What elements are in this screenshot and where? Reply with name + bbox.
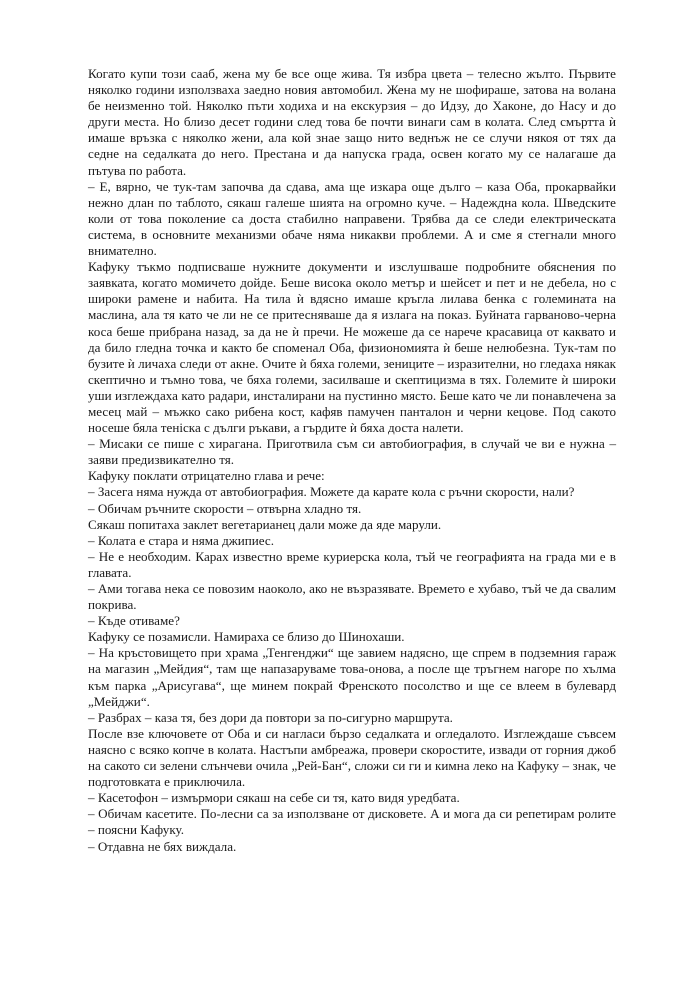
paragraph-2: – Е, вярно, че тук-там започва да сдава, ама ще изкара още дълго – каза Оба, прокарвайки нежно длан по таблото, сякаш галеше шията на огромно куче. – Надеждна кола. Шведските коли от това поколение са доста стабилно направени. Трябва да се следи електрическата система, в основните механизми обаче няма никакви проблеми. А и сме я стегнали много внимателно. [88,178,616,259]
paragraph-8: Сякаш попитаха заклет вегетарианец дали може да яде марули. [88,516,442,532]
paragraph-12: – Къде отиваме? [88,613,180,629]
paragraph-10: – Не е необходим. Карах известно време куриерска кола, тъй че географията на града ми е в главата. [88,548,616,580]
paragraph-15: – Разбрах – каза тя, без дори да повтори за по-сигурно маршрута. [88,709,453,725]
paragraph-18: – Обичам касетите. По-лесни са за използване от дисковете. А и мога да си репетирам ролите – поясни Кафуку. [88,806,616,838]
paragraph-6: – Засега няма нужда от автобиография. Можете да карате кола с ръчни скорости, нали? [88,484,575,500]
paragraph-1: Когато купи този сааб, жена му бе все още жива. Тя избра цвета – телесно жълто. Първите няколко години използваха заедно новия автомобил. Жена му не шофираше, затова на волана бе неизменно той. Няколко пъти ходиха и на екскурзия – до Идзу, до Хаконе, до Насу и до други места. Но близо десет години след това бе почти винаги сам в колата. След смъртта ѝ имаше връзка с няколко жени, ала кой знае защо нито веднъж не се случи някоя от тях да седне на седалката до него. Престана и да напуска града, освен когато му се налагаше да пътува по работа. [88,66,616,178]
paragraph-19: – Отдавна не бях виждала. [88,838,237,854]
paragraph-13: Кафуку се позамисли. Намираха се близо до Шинохаши. [88,629,405,645]
document-page [88,66,616,855]
paragraph-11: – Ами тогава нека се повозим наоколо, ако не възразявате. Времето е хубаво, тъй че да свалим покрива. [88,581,616,613]
paragraph-5: Кафуку поклати отрицателно глава и рече: [88,468,325,484]
paragraph-17: – Касетофон – измърмори сякаш на себе си тя, като видя уредбата. [88,790,460,806]
paragraph-9: – Колата е стара и няма джипиес. [88,532,275,548]
paragraph-4: – Мисаки се пише с хирагана. Приготвила съм си автобиография, в случай че ви е нужна – заяви предизвикателно тя. [88,436,616,468]
paragraph-3: Кафуку тъкмо подписваше нужните документи и изслушваше подробните обяснения по заявката, когато момичето дойде. Беше висока около метър и шейсет и пет и не дебела, но с широки рамене и набита. На тила ѝ вдясно имаше кръгла лилава бенка с големината на маслина, ала тя като че ли не се притесняваше да я излага на показ. Буйната гарваново-черна коса беше прибрана назад, за да не ѝ пречи. Не можеше да се нарече красавица от каквато и да било гледна точка и както бе споменал Оба, физиономията ѝ беше нелюбезна. Тук-там по бузите ѝ личаха следи от акне. Очите ѝ бяха големи, зениците – изразителни, но гледаха някак скептично и тъмно това, че бяха големи, засилваше и скептицизма в тях. Големите ѝ широки уши изглеждаха като радари, инсталирани на пустинно място. Беше като че ли понавлечена за месец май – мъжко сако рибена кост, кафяв памучен панталон и черни кецове. Под сакото носеше бяла теніска с дълги ръкави, а гърдите ѝ бяха доста налети. [88,259,616,436]
paragraph-16: После взе ключовете от Оба и си нагласи бързо седалката и огледалото. Изглеждаше съвсем наясно с всяко копче в колата. Настъпи амбреажа, провери скоростите, извади от горния джоб на сакото си зелени слънчеви очила „Рей-Бан“, сложи си ги и кимна леко на Кафуку – знак, че подготовката е приключила. [88,725,616,790]
paragraph-7: – Обичам ръчните скорости – отвърна хладно тя. [88,500,362,516]
paragraph-14: – На кръстовището при храма „Тенгенджи“ ще завием надясно, ще спрем в подземния гараж на магазин „Мейдия“, там ще напазаруваме това-онова, а после ще тръгнем нагоре по хълма към парка „Арисугава“, ще минем покрай Френското посолство и ще се влеем в булевард „Мейджи“. [88,645,616,709]
